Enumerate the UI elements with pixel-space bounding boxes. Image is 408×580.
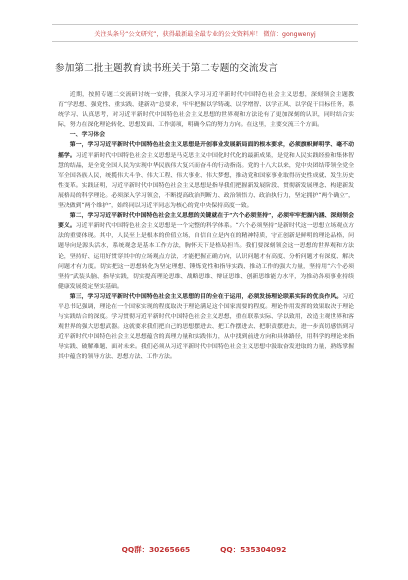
contact-footer (0, 544, 408, 558)
qq-text: QQ：535304092 (220, 545, 287, 554)
point-lead: 第二，学习习近平新时代中国特色社会主义思想的关键就在于“六个必须坚持”，必须牢牢把握内涵、深刻领会要义。 (58, 212, 354, 230)
document-title: 参加第二批主题教育读书班关于第二专题的交流发言 (55, 63, 278, 74)
point-lead: 第一，学习习近平新时代中国特色社会主义思想是开创事业发展新局面的根本要求，必须旗帜鲜明学、毫不动摇学。 (58, 141, 354, 159)
point-text: 习近平总书记强调，理论在一个国家实现的程度取决于理论满足这个国家需要的程度。理论作用发挥的效果取决于理论与实践结合的深度。学习贯彻习近平新时代中国特色社会主义思想，重在联系实际、学以致用，改造主观世界和客观世界的强大思想武器。这就要求我们把自己的思想摆进去、把工作摆进去、把职责摆进去，进一步真切感悟到习近平新时代中国特色社会主义思想蕴含的真理力量和实践伟力，从中找到前进方向和具体路径，用科学的理论来指导实践、破解难题、面对未来。我们必须从习近平新时代中国特色社会主义思想中汲取奋发进取的力量，熟练掌握其中蕴含的领导方法、思想方法、工作方法。 (58, 293, 354, 361)
point-paragraph (58, 211, 354, 292)
qq-group-text: QQ群：30265665 (121, 545, 191, 554)
document-body (58, 90, 354, 530)
point-paragraph (58, 292, 354, 363)
point-paragraph (58, 140, 354, 211)
point-text: 习近平新时代中国特色社会主义思想是马克思主义中国化时代化的最新成果，是党和人民实践经验和集体智慧的结晶，是全党全国人民为实现中华民族伟大复兴而奋斗的行动指南。党的十八大以来，党中央团结带领全党全军全国各族人民，统揽伟大斗争、伟大工程、伟大事业、伟大梦想，推动党和国家事业取得历史性成就、发生历史性变革。实践证明，习近平新时代中国特色社会主义思想是指导我们把握新发展阶段、贯彻新发展理念、构建新发展格局的科学理论。必须深入学习领会，不断提高政治判断力、政治领悟力、政治执行力，坚定拥护“两个确立”，坚决做到“两个维护”，始终同以习近平同志为核心的党中央保持高度一致。 (58, 152, 354, 210)
intro-paragraph: 近期，按照专题二交流研讨统一安排，我深入学习习近平新时代中国特色社会主义思想，深刻领会主题教育“学思想、强党性、重实践、建新功”总要求，牢牢把握以学铸魂、以学增智、以学正风、以学促干目标任务，系统学习、认真思考，对习近平新时代中国特色社会主义思想的世界观和方法论有了更加深刻的认识，同时结合实际，努力在深化理论转化、思想发面、工作弱项，明确今后的努力方向。在这里，主要交流三个方面。 (58, 92, 354, 129)
point-text: 习近平新时代中国特色社会主义思想是一个完整的科学体系。“六个必须坚持”是新时代这一思想立场观点方法的重要体现。其中，人民至上是根本的价值立场，自信自立是内在的精神特质，守正创新是鲜明的理论品格，问题导向是源头活水，系统观念是基本工作方法，胸怀天下是格局担当。我们要深刻领会这一思想的世界观和方法论，坚持好、运用好贯穿其中的立场观点方法，才能把握正确方向，认识问题才有高度、分析问题才有深度、解决问题才有力度。切实把这一思想转化为坚定理想、锤炼党性和指导实践、推动工作的强大力量，坚持用“六个必须坚持”武装头脑、指导实践，切实提高理论思维、战略思维、辩证思维、创新思维能力水平，为推动各项事业持续健康发展奠定坚实基础。 (58, 223, 354, 290)
section-heading: 一、学习体会 (69, 131, 106, 139)
promo-banner (52, 24, 358, 42)
promo-banner-text: 关注头条号“公文研究”，获得最新最全最专业的公文资料库！ 微信：gongwenyj (94, 30, 316, 38)
point-lead: 第三，学习习近平新时代中国特色社会主义思想的目的全在于运用，必须发扬理论联系实际的优良作风。 (69, 292, 343, 300)
